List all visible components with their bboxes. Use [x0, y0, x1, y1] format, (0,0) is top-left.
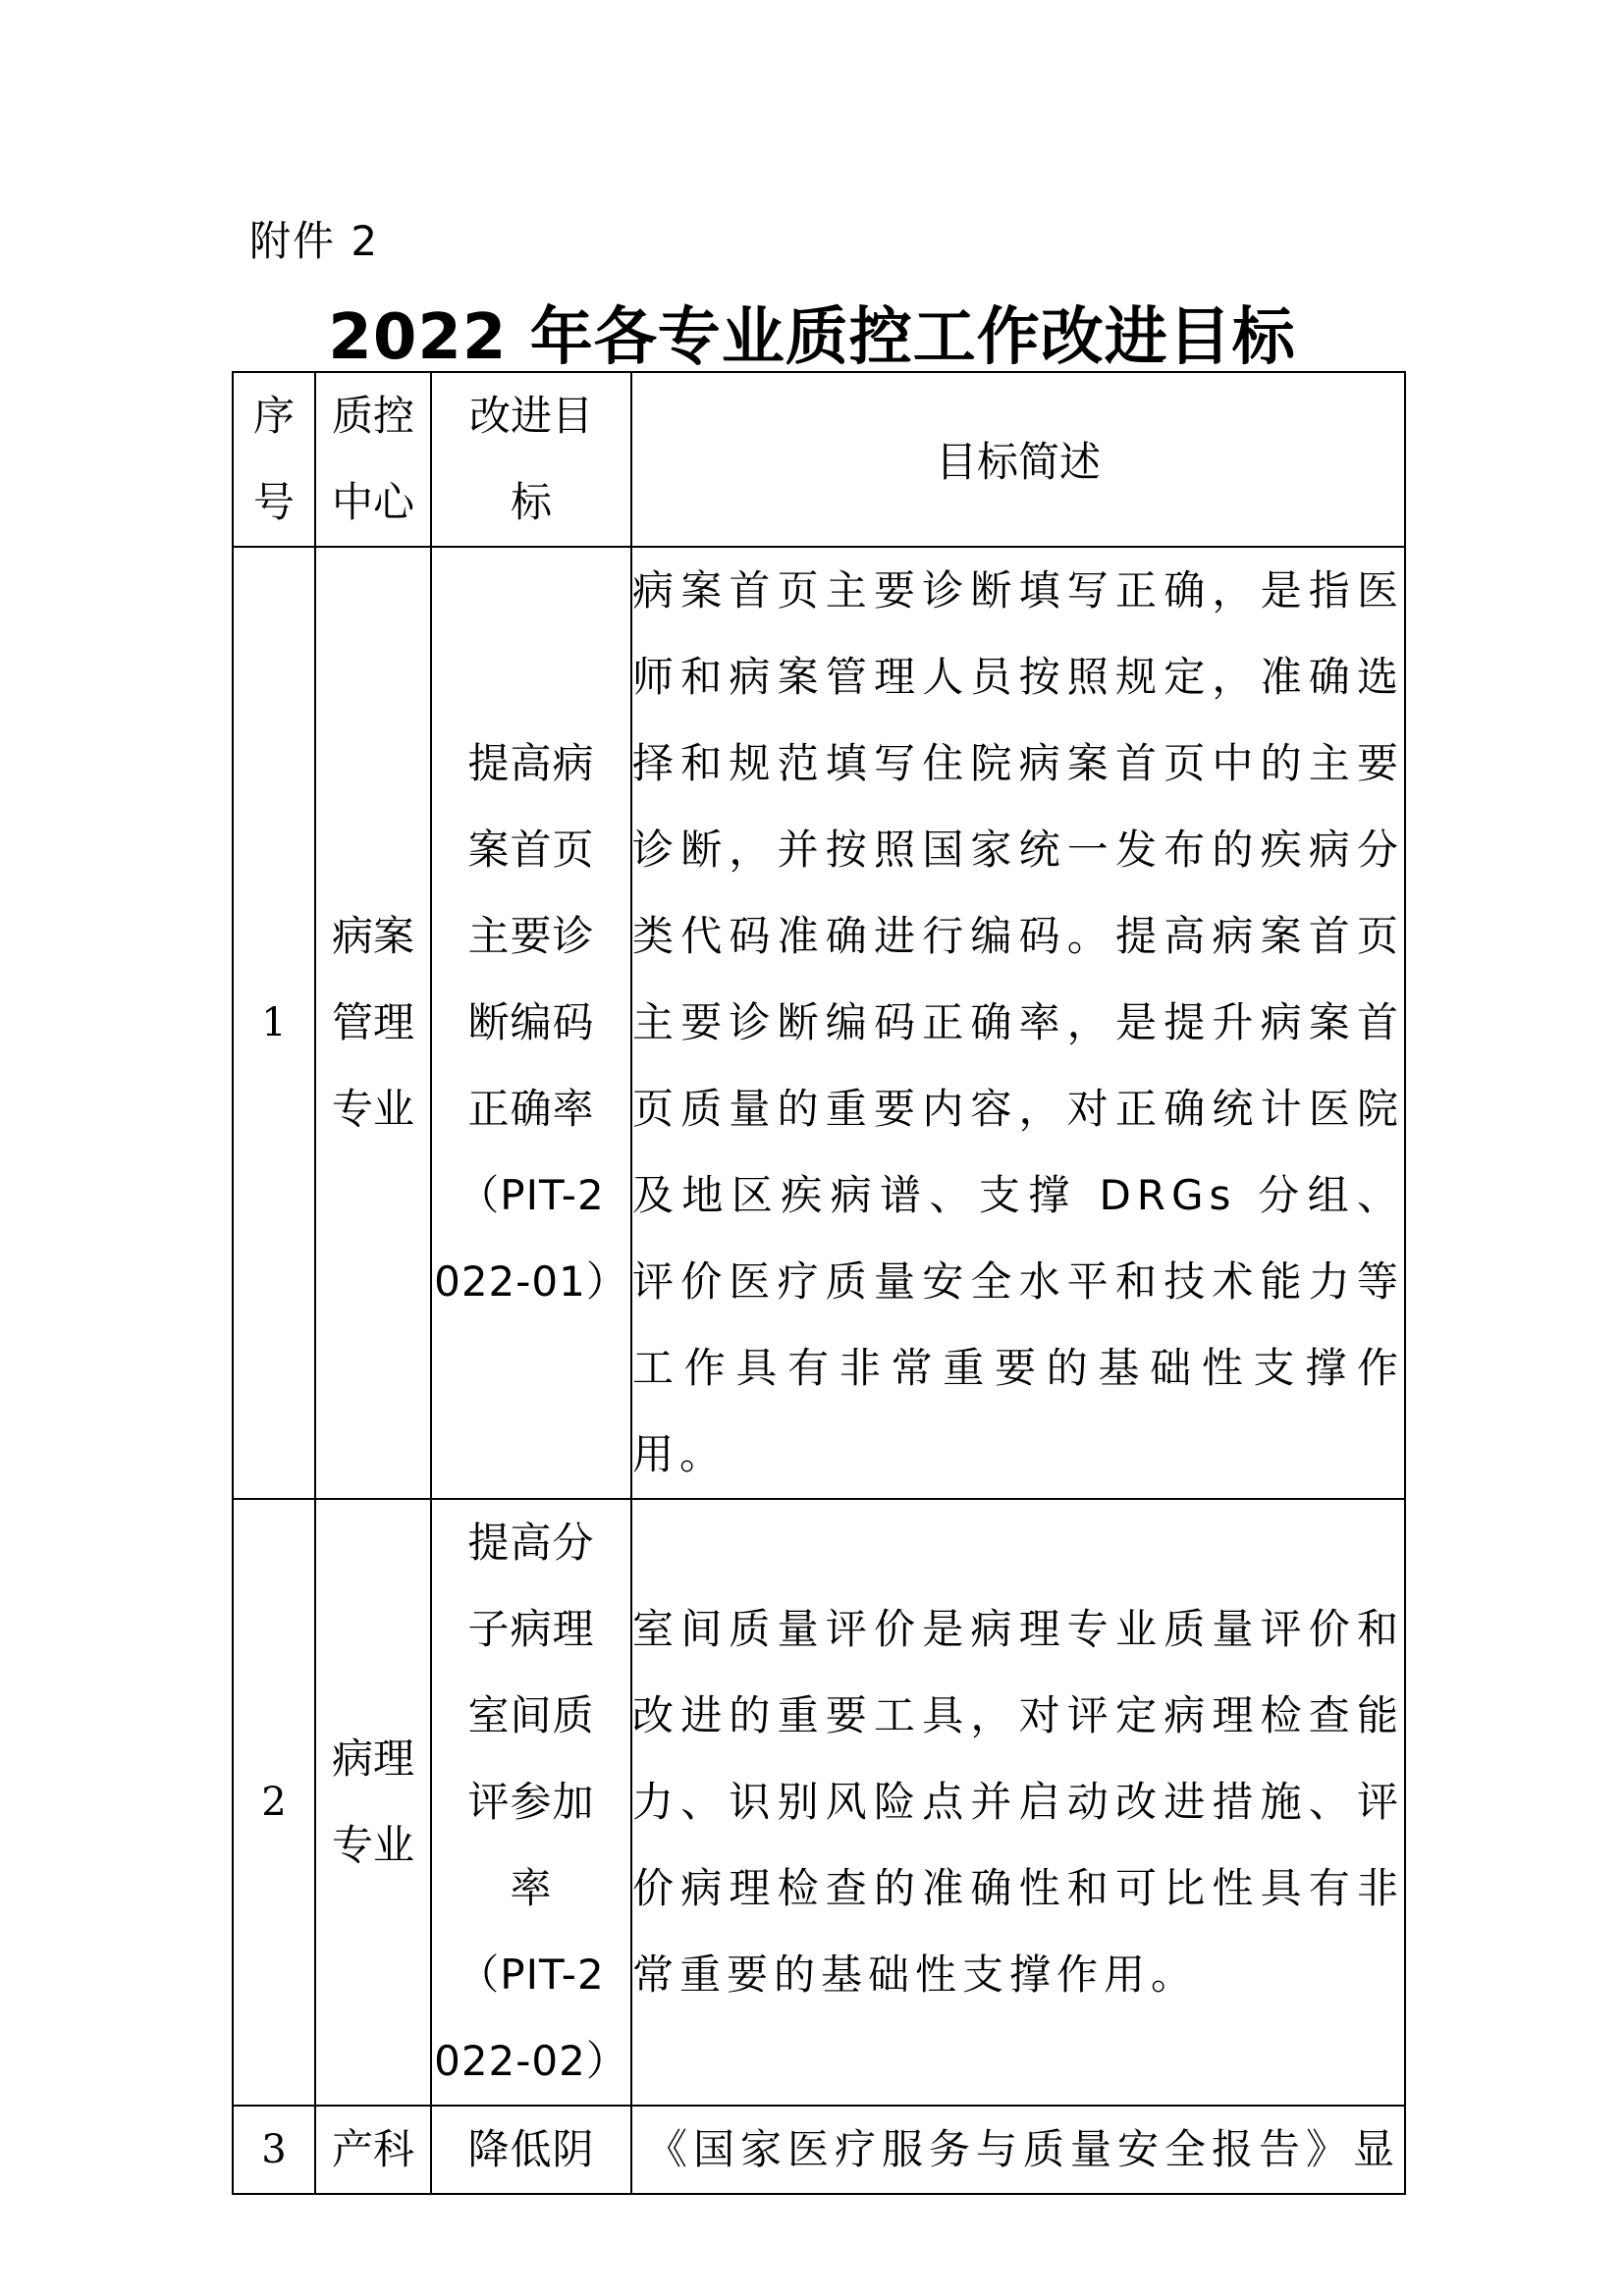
header-goal: 改进目 标 — [431, 372, 631, 547]
table-header-row — [233, 372, 1405, 547]
row-goal-description: 《国家医疗服务与质量安全报告》显 — [631, 2106, 1405, 2194]
document-title: 2022 年各专业质控工作改进目标 — [328, 301, 1296, 374]
row-number: 3 — [233, 2106, 315, 2194]
row-number: 2 — [233, 1499, 315, 2106]
table-row — [233, 2106, 1405, 2194]
header-desc: 目标简述 — [631, 372, 1405, 547]
header-no: 序 号 — [233, 372, 315, 547]
row-number: 1 — [233, 547, 315, 1499]
row-quality-center: 病理 专业 — [315, 1499, 431, 2106]
row-improvement-goal: 降低阴 — [431, 2106, 631, 2194]
table-row — [233, 547, 1405, 1499]
row-quality-center: 病案 管理 专业 — [315, 547, 431, 1499]
row-goal-description: 室间质量评价是病理专业质量评价和改进的重要工具，对评定病理检查能力、识别风险点并启动改进措施、评价病理检查的准确性和可比性具有非常重要的基础性支撑作用。 — [631, 1499, 1405, 2106]
table-row — [233, 1499, 1405, 2106]
row-improvement-goal: 提高病 案首页 主要诊 断编码 正确率 （PIT-2 022-01） — [431, 547, 631, 1499]
row-goal-description: 病案首页主要诊断填写正确，是指医师和病案管理人员按照规定，准确选择和规范填写住院病案首页中的主要诊断，并按照国家统一发布的疾病分类代码准确进行编码。提高病案首页主要诊断编码正确率，是提升病案首页质量的重要内容，对正确统计医院及地区疾病谱、支撑 DRGs 分组、评价医疗质量安全水平和技术能力等工作具有非常重要的基础性支撑作用。 — [631, 547, 1405, 1499]
header-center: 质控 中心 — [315, 372, 431, 547]
attachment-label: 附件 2 — [249, 217, 380, 265]
row-improvement-goal: 提高分 子病理 室间质 评参加 率 （PIT-2 022-02） — [431, 1499, 631, 2106]
row-quality-center: 产科 — [315, 2106, 431, 2194]
goals-table — [232, 371, 1406, 2195]
